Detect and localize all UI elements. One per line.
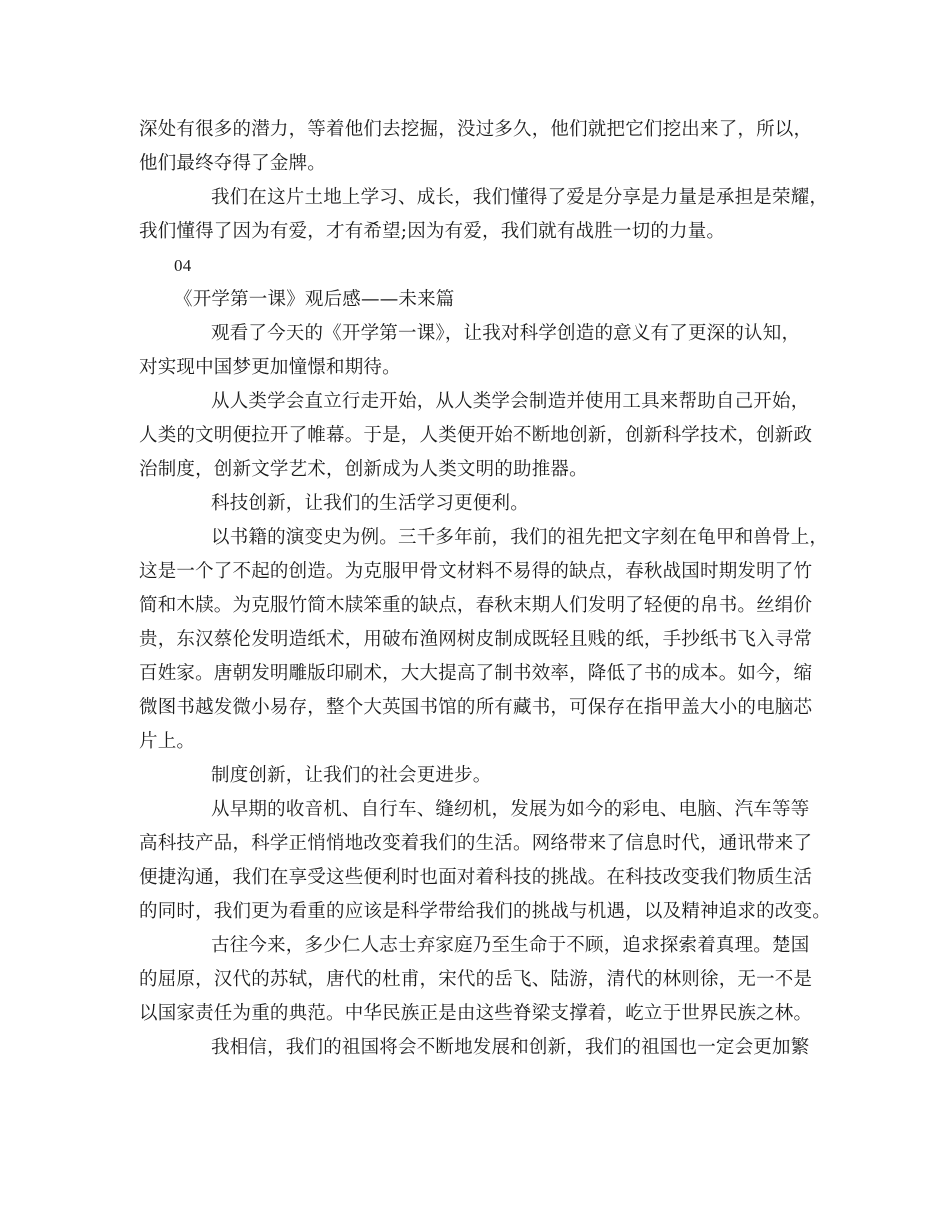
paragraph-start-line: 古往今来，多少仁人志士弃家庭乃至生命于不顾，追求探索着真理。楚国	[211, 935, 810, 956]
paragraph-start-line: 科技创新，让我们的生活学习更便利。	[211, 493, 529, 514]
paragraph-start-line: 以书籍的演变史为例。三千多年前，我们的祖先把文字刻在龟甲和兽骨上，	[211, 527, 829, 548]
text-line: 微图书越发微小易存，整个大英国书馆的所有藏书，可保存在指甲盖大小的电脑芯	[139, 697, 813, 718]
text-line: 我们懂得了因为有爱，才有希望;因为有爱，我们就有战胜一切的力量。	[139, 221, 726, 242]
text-line: 以国家责任为重的典范。中华民族正是由这些脊梁支撑着，屹立于世界民族之林。	[139, 1003, 813, 1024]
text-line: 百姓家。唐朝发明雕版印刷术，大大提高了制书效率，降低了书的成本。如今，缩	[139, 663, 813, 684]
text-line: 贵，东汉蔡伦发明造纸术，用破布渔网树皮制成既轻且贱的纸，手抄纸书飞入寻常	[139, 629, 813, 650]
text-line: 片上。	[139, 731, 196, 752]
text-line: 简和木牍。为克服竹简木牍笨重的缺点，春秋末期人们发明了轻便的帛书。丝绢价	[139, 595, 813, 616]
text-line: 便捷沟通，我们在享受这些便利时也面对着科技的挑战。在科技改变我们物质生活	[139, 867, 813, 888]
text-line: 的屈原，汉代的苏轼，唐代的杜甫，宋代的岳飞、陆游，清代的林则徐，无一不是	[139, 969, 813, 990]
text-line: 这是一个了不起的创造。为克服甲骨文材料不易得的缺点，春秋战国时期发明了竹	[139, 561, 813, 582]
text-line: 深处有很多的潜力，等着他们去挖掘，没过多久，他们就把它们挖出来了，所以，	[139, 119, 813, 140]
section-number: 04	[174, 256, 192, 275]
paragraph-start-line: 观看了今天的《开学第一课》，让我对科学创造的意义有了更深的认知，	[211, 323, 801, 344]
paragraph-start-line: 我们在这片土地上学习、成长，我们懂得了爱是分享是力量是承担是荣耀，	[211, 187, 829, 208]
text-line: 对实现中国梦更加憧憬和期待。	[139, 357, 401, 378]
paragraph-start-line: 我相信，我们的祖国将会不断地发展和创新，我们的祖国也一定会更加繁	[211, 1037, 810, 1058]
paragraph-start-line: 从早期的收音机、自行车、缝纫机，发展为如今的彩电、电脑、汽车等等	[211, 799, 810, 820]
text-line: 他们最终夺得了金牌。	[139, 153, 327, 174]
document-body	[139, 113, 829, 1065]
text-line: 治制度，创新文学艺术，创新成为人类文明的助推器。	[139, 459, 588, 480]
paragraph-start-line: 从人类学会直立行走开始，从人类学会制造并使用工具来帮助自己开始，	[211, 391, 810, 412]
text-line: 高科技产品，科学正悄悄地改变着我们的生活。网络带来了信息时代，通讯带来了	[139, 833, 813, 854]
text-line: 人类的文明便拉开了帷幕。于是，人类便开始不断地创新，创新科学技术，创新政	[139, 425, 813, 446]
section-heading: 《开学第一课》观后感——未来篇	[174, 289, 455, 310]
paragraph-start-line: 制度创新，让我们的社会更进步。	[211, 765, 492, 786]
text-line: 的同时，我们更为看重的应该是科学带给我们的挑战与机遇，以及精神追求的改变。	[139, 901, 831, 922]
